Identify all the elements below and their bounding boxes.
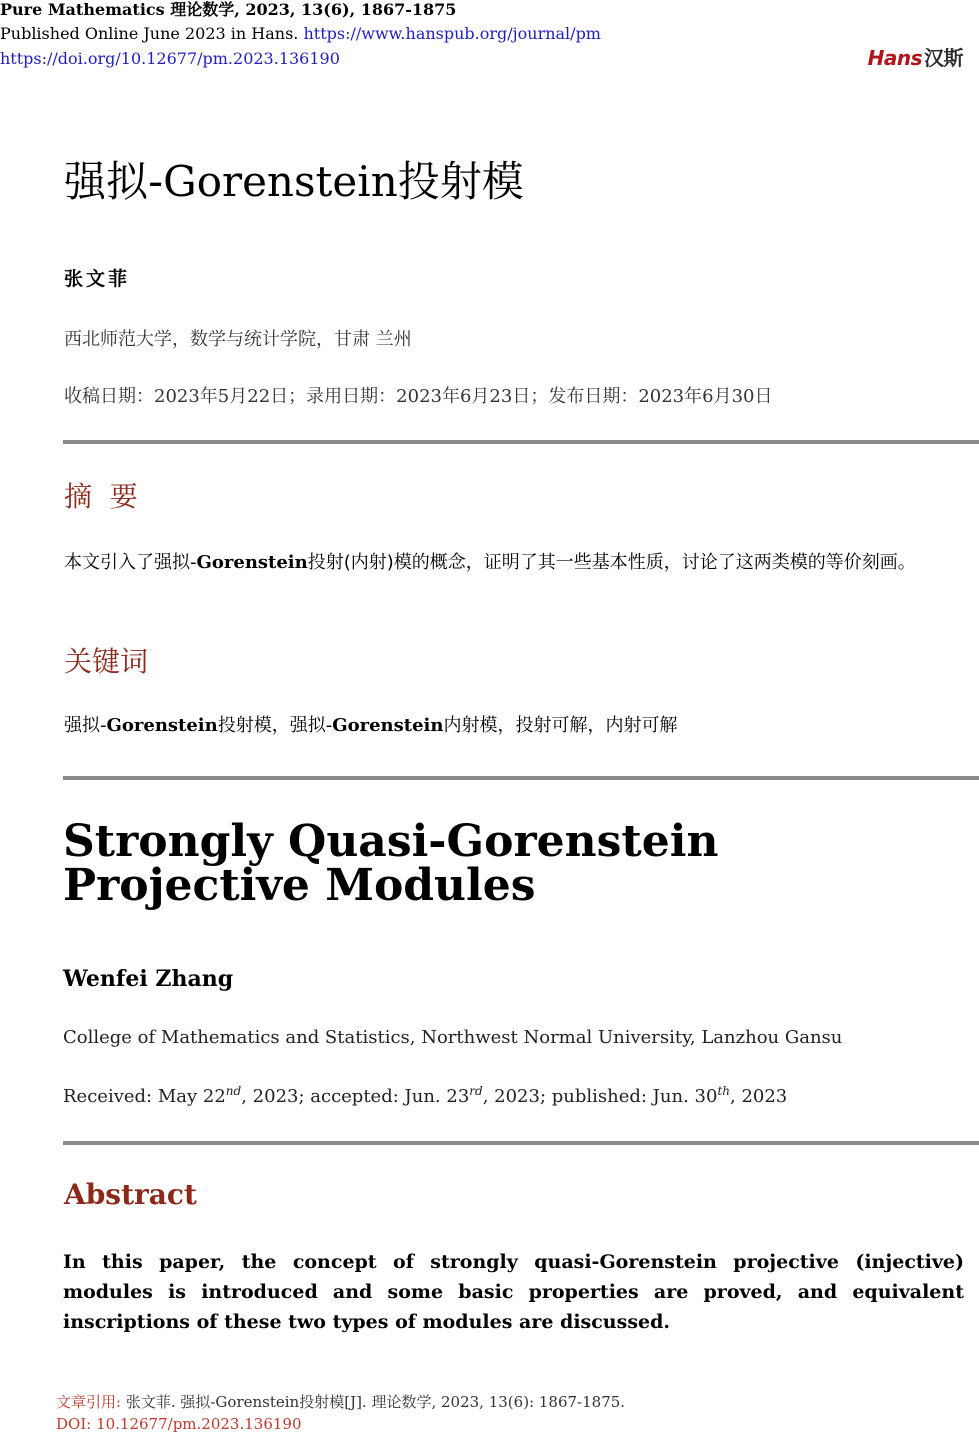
hans-logo — [868, 42, 963, 71]
en-title — [63, 816, 719, 911]
zh-abstract-body — [64, 548, 965, 578]
kw-a: 强拟- — [64, 715, 107, 736]
zh-abstract-c: 投射(内射)模的概念，证明了其一些基本性质，讨论了这两类模的等价刻画。 — [307, 552, 916, 573]
zh-title-b: Gorenstein — [163, 157, 398, 206]
en-affiliation: College of Mathematics and Statistics, Northwest Normal University, Lanzhou Gansu — [63, 1027, 843, 1048]
citation-doi — [56, 1413, 302, 1435]
zh-title-c: 投射模 — [397, 157, 524, 206]
zh-title-a: 强拟- — [64, 157, 164, 206]
published-line — [0, 24, 601, 44]
kw-d: Gorenstein — [332, 715, 444, 736]
divider — [63, 440, 979, 444]
doi-line — [0, 49, 340, 69]
received-sup: nd — [225, 1084, 242, 1098]
zh-affiliation: 西北师范大学，数学与统计学院，甘肃 兰州 — [64, 329, 412, 350]
zh-keywords — [64, 711, 965, 741]
doi-url-link[interactable]: https://doi.org/10.12677/pm.2023.136190 — [0, 49, 340, 68]
en-abstract-heading: Abstract — [64, 1178, 197, 1211]
journal-url-link[interactable]: https://www.hanspub.org/journal/pm — [303, 24, 601, 43]
zh-abstract-heading: 摘 要 — [64, 480, 138, 513]
kw-e: 内射模，投射可解，内射可解 — [443, 715, 678, 736]
year-end: , 2023 — [730, 1086, 788, 1107]
published: , 2023; published: Jun. 30 — [482, 1086, 718, 1107]
citation — [56, 1391, 625, 1413]
zh-abstract-a: 本文引入了强拟- — [64, 552, 197, 573]
accepted-sup: rd — [469, 1084, 483, 1098]
en-title-line1: Strongly Quasi-Gorenstein — [63, 816, 719, 867]
published-prefix: Published Online June 2023 in Hans. — [0, 24, 304, 43]
divider — [63, 1141, 979, 1145]
citation-doi-text[interactable]: DOI: 10.12677/pm.2023.136190 — [56, 1415, 302, 1433]
published-sup: th — [717, 1084, 730, 1098]
en-dates — [63, 1084, 787, 1107]
en-abstract-body: In this paper, the concept of strongly quasi-Gorenstein projective (injective) modules is introduced and some basic properties are proved, and equivalent inscriptions of these two types of modules are discussed. — [63, 1251, 964, 1333]
zh-title — [64, 156, 524, 208]
en-author: Wenfei Zhang — [63, 966, 234, 992]
zh-author: 张文菲 — [64, 268, 131, 290]
accepted: , 2023; accepted: Jun. 23 — [241, 1086, 470, 1107]
zh-dates: 收稿日期：2023年5月22日；录用日期：2023年6月23日；发布日期：2023年6月30日 — [64, 386, 773, 407]
logo-en: Hans — [867, 46, 922, 70]
received: Received: May 22 — [63, 1086, 226, 1107]
zh-keywords-heading: 关键词 — [64, 645, 149, 678]
citation-label: 文章引用: — [56, 1393, 126, 1411]
en-title-line2: Projective Modules — [63, 860, 536, 911]
logo-zh: 汉斯 — [924, 46, 963, 70]
zh-abstract-b: Gorenstein — [196, 552, 308, 573]
journal-line: Pure Mathematics 理论数学, 2023, 13(6), 1867-1875 — [0, 0, 457, 19]
citation-text: 张文菲. 强拟-Gorenstein投射模[J]. 理论数学, 2023, 13(6): 1867-1875. — [125, 1393, 626, 1411]
kw-c: 投射模，强拟- — [217, 715, 333, 736]
divider — [63, 776, 979, 780]
kw-b: Gorenstein — [106, 715, 218, 736]
